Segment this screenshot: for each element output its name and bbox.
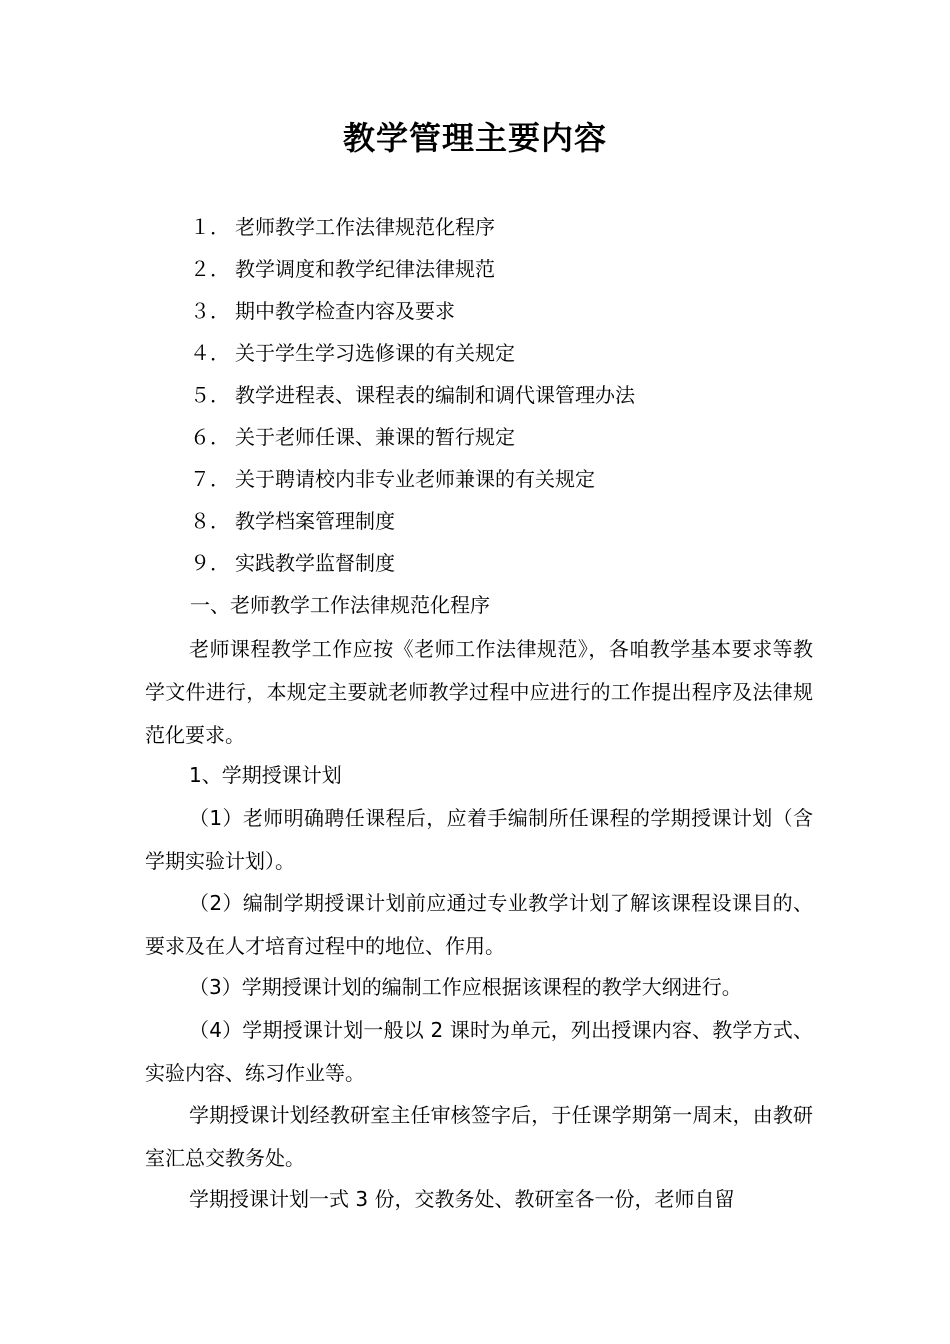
- body-paragraph-block: [145, 966, 813, 1009]
- toc-item-text: 关于老师任课、兼课的暂行规定: [235, 425, 515, 449]
- body-paragraph: （1）老师明确聘任课程后，应着手编制所任课程的学期授课计划（含学期实验计划）。: [145, 806, 813, 873]
- toc-item: [190, 290, 870, 332]
- toc-item-text: 教学调度和教学纪律法律规范: [235, 257, 495, 281]
- toc-item-number: ６．: [190, 425, 230, 449]
- toc-item: [190, 206, 870, 248]
- body-paragraph-block: [145, 1178, 813, 1221]
- toc-item-text: 关于聘请校内非专业老师兼课的有关规定: [235, 467, 595, 491]
- toc-item: [190, 458, 870, 500]
- toc-item-text: 关于学生学习选修课的有关规定: [235, 341, 515, 365]
- toc-item-number: ４．: [190, 341, 230, 365]
- toc-item: [190, 374, 870, 416]
- toc-item: [190, 416, 870, 458]
- toc-item: [190, 332, 870, 374]
- body-paragraph: 学期授课计划一式 3 份，交教务处、教研室各一份，老师自留: [189, 1187, 735, 1211]
- toc-item-number: ７．: [190, 467, 230, 491]
- toc-item-number: ８．: [190, 509, 230, 533]
- body-paragraph: （4）学期授课计划一般以 2 课时为单元，列出授课内容、教学方式、实验内容、练习作业等。: [145, 1018, 813, 1085]
- toc-item: [190, 500, 870, 542]
- body-paragraph-block: [145, 754, 813, 797]
- toc-item-text: 老师教学工作法律规范化程序: [235, 215, 495, 239]
- body-paragraph-block: [145, 1094, 813, 1180]
- table-of-contents: [190, 206, 870, 584]
- body-paragraph-block: [145, 882, 813, 968]
- toc-item-number: ５．: [190, 383, 230, 407]
- body-paragraph-block: [145, 628, 813, 757]
- body-paragraph: （3）学期授课计划的编制工作应根据该课程的教学大纲进行。: [189, 975, 742, 999]
- body-paragraph-block: [145, 797, 813, 883]
- body-paragraph: 老师课程教学工作应按《老师工作法律规范》，各咱教学基本要求等教学文件进行，本规定主要就老师教学过程中应进行的工作提出程序及法律规范化要求。: [145, 637, 813, 747]
- toc-item: [190, 248, 870, 290]
- toc-item-text: 教学档案管理制度: [235, 509, 395, 533]
- toc-item-number: ３．: [190, 299, 230, 323]
- toc-item: [190, 542, 870, 584]
- toc-item-text: 期中教学检查内容及要求: [235, 299, 455, 323]
- page-title: 教学管理主要内容: [342, 119, 607, 157]
- toc-item-number: ２．: [190, 257, 230, 281]
- toc-item-text: 教学进程表、课程表的编制和调代课管理办法: [235, 383, 635, 407]
- subsection-heading: 1、学期授课计划: [189, 763, 342, 787]
- body-paragraph-block: [145, 1009, 813, 1095]
- section-heading: 一、老师教学工作法律规范化程序: [190, 593, 490, 617]
- body-paragraph: 学期授课计划经教研室主任审核签字后，于任课学期第一周末，由教研室汇总交教务处。: [145, 1103, 813, 1170]
- toc-item-number: １．: [190, 215, 230, 239]
- toc-item-number: ９．: [190, 551, 230, 575]
- body-paragraph: （2）编制学期授课计划前应通过专业教学计划了解该课程设课目的、要求及在人才培育过程中的地位、作用。: [145, 891, 813, 958]
- toc-item-text: 实践教学监督制度: [235, 551, 395, 575]
